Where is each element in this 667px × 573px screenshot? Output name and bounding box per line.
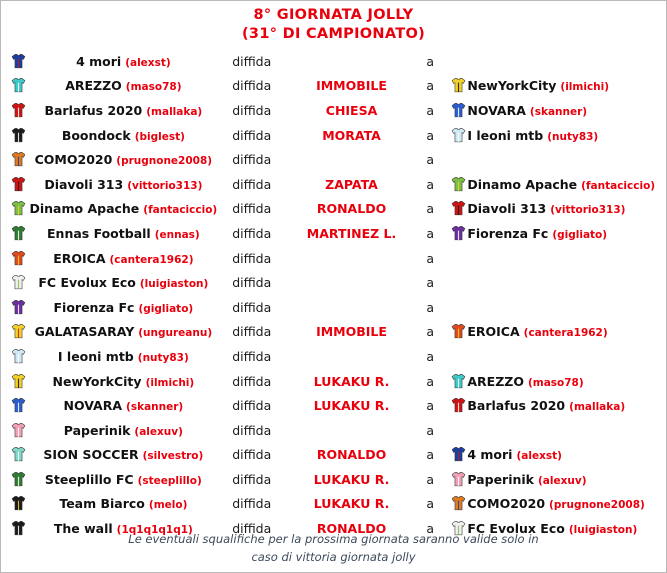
jersey-icon [1, 295, 27, 320]
home-team-name: GALATASARAY [34, 324, 135, 340]
versus-label: a [426, 127, 435, 143]
away-team-owner: (mallaka) [569, 401, 626, 414]
jersey-icon [1, 98, 27, 123]
home-team-owner: (skanner) [126, 401, 184, 414]
away-team-name: Dinamo Apache [467, 176, 578, 192]
home-team-owner: (alexuv) [134, 425, 183, 438]
diffida-label: diffida [232, 422, 272, 438]
table-row [1, 393, 667, 418]
home-team-owner: (vittorio313) [127, 179, 203, 192]
home-team[interactable] [27, 492, 220, 517]
away-team[interactable] [467, 270, 667, 295]
away-team-owner: (prugnone2008) [549, 499, 645, 512]
away-team-name: Paperinik [467, 471, 534, 487]
table-row [1, 49, 667, 74]
title-line-2: (31° DI CAMPIONATO) [242, 26, 425, 42]
suspended-player: LUKAKU R. [313, 496, 390, 512]
diffida-label: diffida [232, 53, 272, 69]
suspended-player [284, 344, 419, 369]
table-row [1, 147, 667, 172]
jersey-icon [1, 344, 27, 369]
away-team[interactable] [467, 467, 667, 492]
away-team-name: COMO2020 [467, 496, 546, 512]
suspended-player [284, 270, 419, 295]
home-team-owner: (ungureanu) [138, 327, 213, 340]
jersey-icon [1, 320, 27, 345]
versus-label: a [426, 250, 435, 266]
diffida-label: diffida [232, 471, 272, 487]
jersey-icon [441, 246, 467, 271]
jersey-icon [441, 344, 467, 369]
versus-label: a [426, 398, 435, 414]
diffida-label: diffida [232, 78, 272, 94]
jersey-icon [1, 147, 27, 172]
suspended-player: CHIESA [325, 102, 378, 118]
jersey-icon [1, 393, 27, 418]
away-team-owner: (fantaciccio) [581, 179, 656, 192]
away-team-owner: (luigiaston) [568, 524, 638, 537]
diffida-label: diffida [232, 152, 272, 168]
home-team-owner: (maso78) [125, 81, 182, 94]
home-team[interactable] [27, 123, 220, 148]
away-team[interactable] [467, 418, 667, 443]
away-team-name: Diavoli 313 [467, 201, 547, 217]
versus-label: a [426, 102, 435, 118]
home-team-name: Fiorenza Fc [53, 299, 135, 315]
home-team[interactable] [27, 369, 220, 394]
table-row [1, 98, 667, 123]
jersey-icon [441, 197, 467, 222]
home-team-name: Paperinik [63, 422, 131, 438]
diffida-label: diffida [232, 324, 272, 340]
away-team[interactable] [467, 344, 667, 369]
jersey-icon [441, 123, 467, 148]
versus-label: a [426, 225, 435, 241]
diffida-label: diffida [232, 447, 272, 463]
versus-label: a [426, 496, 435, 512]
home-team-owner: (prugnone2008) [116, 155, 213, 168]
away-team-name: Fiorenza Fc [467, 225, 549, 241]
away-team-owner: (alexst) [516, 450, 562, 463]
table-row [1, 418, 667, 443]
away-team-owner: (ilmichi) [560, 81, 610, 94]
jersey-icon [441, 49, 467, 74]
away-team-owner: (nuty83) [547, 130, 599, 143]
home-team[interactable] [27, 172, 220, 197]
diffida-label: diffida [232, 201, 272, 217]
footer-note [1, 530, 666, 566]
home-team-name: SION SOCCER [43, 447, 139, 463]
jersey-icon [1, 74, 27, 99]
versus-label: a [426, 152, 435, 168]
home-team[interactable] [27, 295, 220, 320]
table-row [1, 344, 667, 369]
jersey-icon [441, 467, 467, 492]
table-row [1, 369, 667, 394]
table-row [1, 246, 667, 271]
away-team[interactable] [467, 393, 667, 418]
jersey-icon [441, 221, 467, 246]
away-team[interactable] [467, 147, 667, 172]
away-team[interactable] [467, 197, 667, 222]
home-team-name: COMO2020 [34, 152, 113, 168]
table-row [1, 221, 667, 246]
away-team[interactable] [467, 172, 667, 197]
footer-line-1: Le eventuali squalifiche per la prossima giornata saranno valide solo in [128, 532, 539, 546]
table-row [1, 197, 667, 222]
diffida-label: diffida [232, 496, 272, 512]
jersey-icon [1, 467, 27, 492]
home-team-owner: (nuty83) [137, 351, 189, 364]
away-team-owner: (maso78) [527, 376, 584, 389]
jersey-icon [1, 492, 27, 517]
home-team-name: FC Evolux Eco [38, 275, 136, 291]
versus-label: a [426, 521, 435, 537]
diffida-label: diffida [232, 521, 272, 537]
away-team-name: FC Evolux Eco [467, 521, 565, 537]
versus-label: a [426, 299, 435, 315]
home-team-owner: (mallaka) [146, 105, 203, 118]
suspended-player [284, 147, 419, 172]
table-row [1, 270, 667, 295]
diffida-label: diffida [232, 275, 272, 291]
jersey-icon [1, 369, 27, 394]
jersey-icon [1, 49, 27, 74]
versus-label: a [426, 176, 435, 192]
suspended-player [284, 295, 419, 320]
away-team-owner: (alexuv) [538, 474, 587, 487]
home-team-owner: (alexst) [125, 56, 171, 69]
away-team[interactable] [467, 492, 667, 517]
footer-line-2: caso di vittoria giornata jolly [251, 550, 416, 564]
jersey-icon [1, 246, 27, 271]
away-team-name: AREZZO [467, 373, 524, 389]
jersey-icon [1, 443, 27, 468]
versus-label: a [426, 275, 435, 291]
home-team[interactable] [27, 197, 220, 222]
home-team-name: AREZZO [65, 78, 122, 94]
suspended-player: RONALDO [316, 201, 387, 217]
jersey-icon [1, 123, 27, 148]
home-team-name: EROICA [53, 250, 106, 266]
home-team-owner: (fantaciccio) [143, 204, 218, 217]
home-team[interactable] [27, 393, 220, 418]
versus-label: a [426, 53, 435, 69]
home-team-name: Barlafus 2020 [44, 102, 143, 118]
table-row [1, 123, 667, 148]
home-team-owner: (luigiaston) [139, 278, 209, 291]
home-team-name: Team Biarco [59, 496, 145, 512]
away-team[interactable] [467, 221, 667, 246]
away-team-name: NOVARA [467, 102, 526, 118]
home-team-name: Steeplillo FC [44, 471, 134, 487]
suspended-player [284, 418, 419, 443]
page-title [1, 1, 666, 44]
jersey-icon [1, 197, 27, 222]
away-team-name: NewYorkCity [467, 78, 557, 94]
diffida-label: diffida [232, 225, 272, 241]
home-team[interactable] [27, 221, 220, 246]
away-team-name: Barlafus 2020 [467, 398, 566, 414]
home-team[interactable] [27, 147, 220, 172]
versus-label: a [426, 201, 435, 217]
versus-label: a [426, 373, 435, 389]
versus-label: a [426, 447, 435, 463]
home-team-owner: (biglest) [134, 130, 185, 143]
home-team-owner: (steeplillo) [137, 474, 202, 487]
table-row [1, 467, 667, 492]
away-team[interactable] [467, 443, 667, 468]
versus-label: a [426, 324, 435, 340]
diffida-label: diffida [232, 348, 272, 364]
table-row [1, 295, 667, 320]
jersey-icon [441, 320, 467, 345]
versus-label: a [426, 471, 435, 487]
diffida-label: diffida [232, 299, 272, 315]
jersey-icon [441, 443, 467, 468]
jersey-icon [441, 270, 467, 295]
home-team[interactable] [27, 49, 220, 74]
away-team[interactable] [467, 49, 667, 74]
home-team[interactable] [27, 270, 220, 295]
away-team-owner: (cantera1962) [523, 327, 608, 340]
versus-label: a [426, 348, 435, 364]
home-team[interactable] [27, 344, 220, 369]
versus-label: a [426, 78, 435, 94]
jersey-icon [1, 172, 27, 197]
home-team-owner: (1q1q1q1q1) [116, 524, 193, 537]
jersey-icon [441, 98, 467, 123]
away-team-name: I leoni mtb [467, 127, 544, 143]
away-team[interactable] [467, 246, 667, 271]
diffida-label: diffida [232, 176, 272, 192]
home-team-owner: (silvestro) [142, 450, 204, 463]
suspended-player: LUKAKU R. [313, 398, 390, 414]
table-row [1, 492, 667, 517]
home-team-owner: (ilmichi) [145, 376, 195, 389]
home-team-name: NOVARA [63, 398, 123, 414]
home-team-owner: (melo) [148, 499, 188, 512]
away-team[interactable] [467, 123, 667, 148]
home-team-owner: (gigliato) [138, 302, 194, 315]
away-team[interactable] [467, 98, 667, 123]
jersey-icon [441, 172, 467, 197]
jersey-icon [441, 393, 467, 418]
away-team[interactable] [467, 295, 667, 320]
table-row [1, 320, 667, 345]
home-team-owner: (ennas) [154, 228, 200, 241]
home-team[interactable] [27, 320, 220, 345]
suspended-player: MORATA [322, 127, 381, 143]
away-team-owner: (gigliato) [552, 228, 608, 241]
home-team-name: Boondock [61, 127, 131, 143]
home-team-owner: (cantera1962) [109, 253, 194, 266]
suspended-player: IMMOBILE [316, 78, 387, 94]
title-line-1: 8° GIORNATA JOLLY [253, 7, 414, 23]
table-row [1, 443, 667, 468]
suspended-player: RONALDO [316, 521, 387, 537]
jersey-icon [441, 147, 467, 172]
jersey-icon [1, 418, 27, 443]
diffida-label: diffida [232, 102, 272, 118]
home-team[interactable] [27, 443, 220, 468]
suspended-player: LUKAKU R. [313, 471, 390, 487]
suspended-player: RONALDO [316, 447, 387, 463]
away-team[interactable] [467, 74, 667, 99]
away-team-owner: (skanner) [529, 105, 588, 118]
home-team[interactable] [27, 418, 220, 443]
home-team-name: The wall [53, 521, 113, 537]
home-team-name: Ennas Football [47, 225, 151, 241]
diffida-label: diffida [232, 127, 272, 143]
suspended-player [284, 49, 419, 74]
jersey-icon [1, 270, 27, 295]
away-team-name: EROICA [467, 324, 520, 340]
away-team[interactable] [467, 369, 667, 394]
away-team-name: 4 mori [467, 447, 513, 463]
suspended-player [284, 246, 419, 271]
home-team[interactable] [27, 246, 220, 271]
jersey-icon [441, 295, 467, 320]
jersey-icon [441, 74, 467, 99]
suspended-player: ZAPATA [325, 176, 378, 192]
suspended-player: IMMOBILE [316, 324, 387, 340]
suspended-player: LUKAKU R. [313, 373, 390, 389]
away-team-owner: (vittorio313) [550, 204, 626, 217]
home-team[interactable] [27, 467, 220, 492]
diffida-label: diffida [232, 373, 272, 389]
home-team[interactable] [27, 74, 220, 99]
home-team[interactable] [27, 98, 220, 123]
home-team-name: 4 mori [76, 53, 122, 69]
table-row [1, 74, 667, 99]
home-team-name: NewYorkCity [52, 373, 142, 389]
jersey-icon [441, 492, 467, 517]
away-team[interactable] [467, 320, 667, 345]
home-team-name: Diavoli 313 [44, 176, 124, 192]
jersey-icon [441, 418, 467, 443]
home-team-name: I leoni mtb [57, 348, 134, 364]
table-row [1, 172, 667, 197]
jersey-icon [1, 221, 27, 246]
suspended-player: MARTINEZ L. [306, 225, 397, 241]
fixtures-table [1, 49, 667, 541]
diffida-label: diffida [232, 250, 272, 266]
diffida-label: diffida [232, 398, 272, 414]
home-team-name: Dinamo Apache [29, 201, 140, 217]
versus-label: a [426, 422, 435, 438]
jersey-icon [441, 369, 467, 394]
